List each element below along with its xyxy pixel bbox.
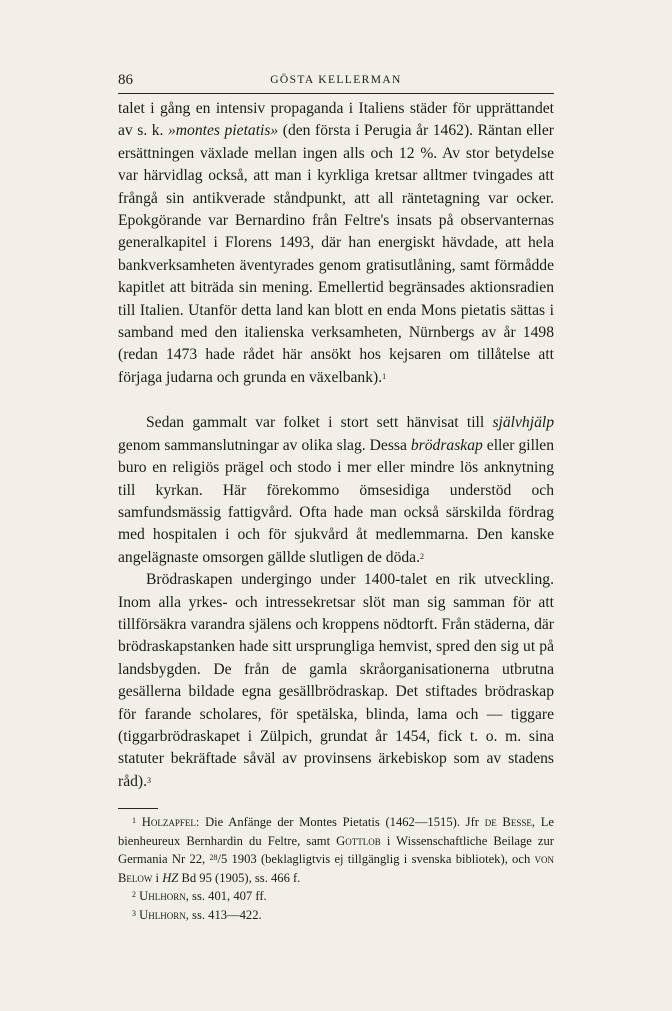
text-run: genom sammanslutningar av olika slag. Dessa (118, 436, 411, 454)
italic-term: brödraskap (410, 436, 483, 454)
running-head: GÖSTA KELLERMAN (270, 74, 402, 86)
text-run: eller gillen buro en religiös prägel och stodo i mer eller mindre lös anknytning till kyrkan. Här förekommo ömsesidiga understöd och samfundsmässig fattigvård. Ofta hade man också särskilda fördrag med hospitalen i och för sjukvård åt medlemmarna. Den kanske angelägnaste omsorgen gällde slutligen de döda. (118, 436, 554, 566)
author-name: Uhlhorn (139, 889, 186, 903)
page-number: 86 (118, 72, 133, 88)
footnote-3 (118, 906, 554, 925)
main-text (118, 98, 554, 793)
paragraph-1 (118, 98, 554, 389)
text-run: , ss. 401, 407 ff. (185, 889, 267, 903)
author-name: von Below (118, 852, 554, 885)
text-run: i (152, 870, 163, 885)
text-run: , Le bienheureux Bernhardin du Feltre, samt (118, 815, 554, 848)
page-header (118, 72, 554, 92)
footnote-ref: 1 (382, 371, 387, 381)
text-run: /5 1903 (beklagligtvis ej tillgänglig i svenska bibliotek), och (217, 852, 535, 866)
header-rule (118, 93, 554, 94)
footnote-rule (118, 808, 158, 809)
date-superscript: 28 (209, 853, 218, 862)
text-run: i Wissenschaftliche Beilage zur Germania Nr 22, (118, 833, 554, 866)
paragraph-2 (118, 412, 554, 569)
text-run: Brödraskapen undergingo under 1400-talet en rik utveckling. Inom alla yrkes- och intressekretsar slöt man sig samman för att tillförsäkra varandra själens och kroppens nödtorft. Från städerna, där brödraskapstanken hade sitt ursprungliga hemvist, spred den sig ut på landsbygden. De från de gamla skråorganisationerna utbrutna gesällerna bildade egna gesällbrödraskap. Det stiftades brödraskap för farande scholares, för spetälska, blinda, lama och — tiggare (tiggarbrödraskapet i Zülpich, grundat år 1454, fick t. o. m. sina statuter bekräftade såväl av provinsens ärkebiskop som av stadens råd). (118, 571, 554, 790)
footnote-ref: 2 (419, 551, 424, 561)
text-run: Sedan gammalt var folket i stort sett hänvisat till (146, 414, 493, 432)
author-name: Gottlob (336, 833, 381, 848)
footnote-2 (118, 887, 554, 906)
text-run: talet i gång en intensiv propaganda i Italiens städer för upprättandet av s. k. (118, 100, 554, 140)
footnote-ref: 3 (147, 775, 152, 785)
italic-term: självhjälp (492, 414, 554, 432)
journal-abbrev: HZ (162, 870, 179, 885)
author-name: Holzapfel (141, 815, 196, 829)
author-name: Uhlhorn (139, 907, 186, 922)
footnote-mark: 1 (132, 816, 136, 825)
text-run: , ss. 413—422. (185, 907, 262, 922)
paragraph-3 (118, 569, 554, 793)
text-run: (den första i Perugia år 1462). Räntan eller ersättningen växlade mellan ingen alls och 12 %. Av stor betydelse var härvidlag också, att man i kyrkliga kretsar alltmer tvingades att frångå sin antikverade ståndpunkt, att all räntetagning var ocker. Epokgörande var Bernardino från Feltre's insats på observanternas generalkapitel i Florens 1493, där han energiskt hävdade, att hela bankverksamheten äventyrades genom gratisutlåning, samt förmådde kapitlet att biträda sin mening. Emellertid begränsades aktionsradien till Italien. Utanför detta land kan blott en enda Mons pietatis sättas i samband med den italienska verksamheten, Nürnbergs av år 1498 (redan 1473 hade rådet här ansökt hos kejsaren om tillåtelse att förjaga judarna och grunda en växelbank). (118, 122, 554, 386)
footnotes (118, 813, 554, 924)
footnote-1 (118, 813, 554, 887)
author-name: de Besse (484, 815, 532, 829)
footnote-mark: 3 (132, 908, 136, 918)
text-run: : Die Anfänge der Montes Pietatis (1462—1515). Jfr (195, 815, 485, 829)
footnote-mark: 2 (132, 890, 136, 899)
italic-term: »montes pietatis» (168, 122, 279, 140)
text-run: Bd 95 (1905), ss. 466 f. (178, 870, 301, 885)
